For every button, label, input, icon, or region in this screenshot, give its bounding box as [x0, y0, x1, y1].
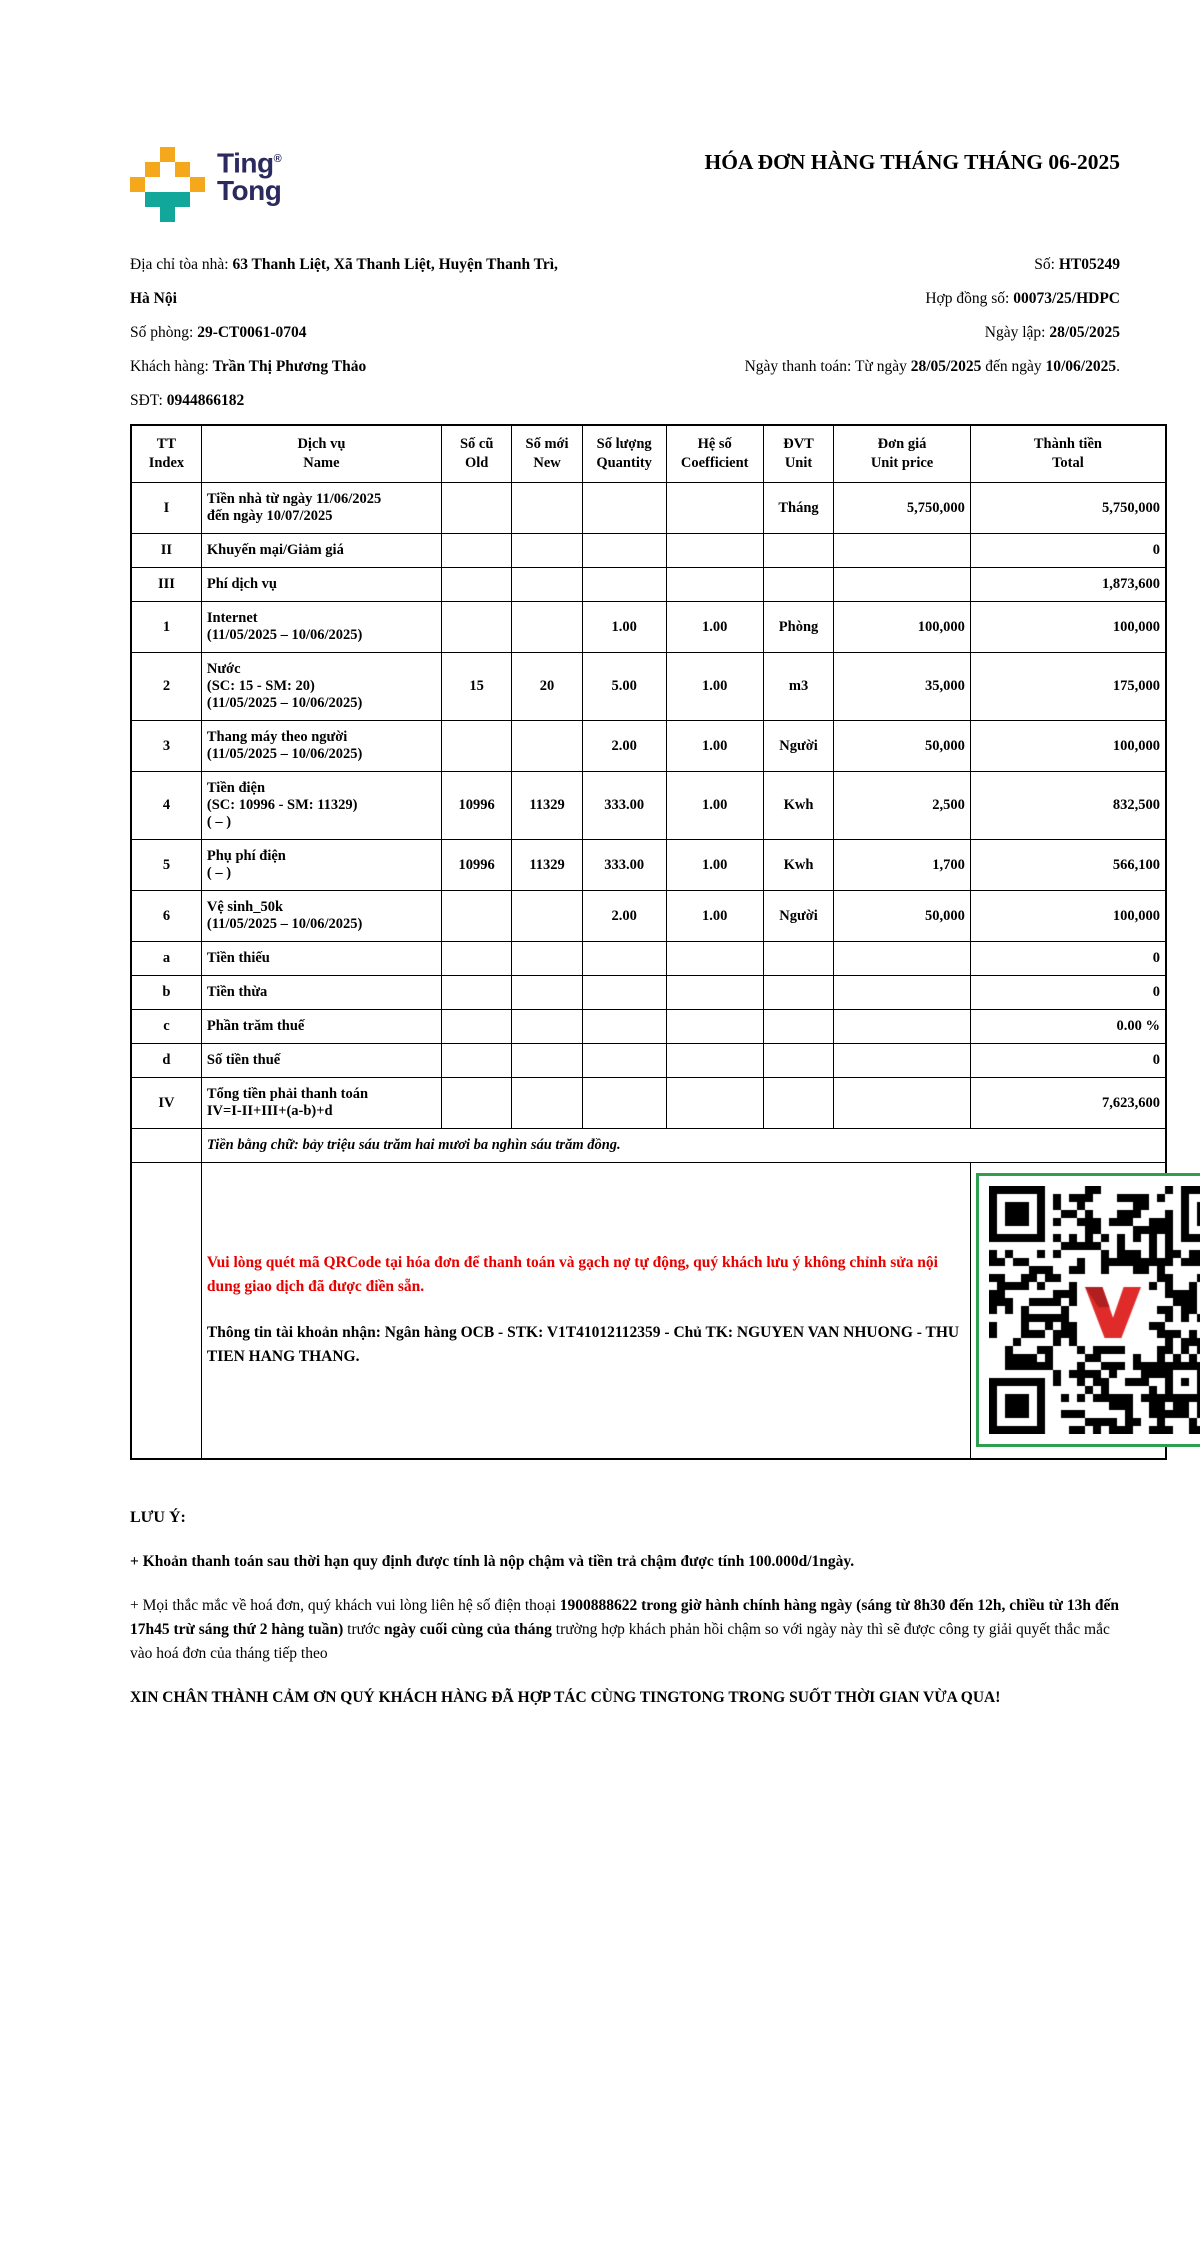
cell-tt: d — [131, 1044, 201, 1078]
cell-name: Tiền nhà từ ngày 11/06/2025 đến ngày 10/07/2025 — [201, 483, 441, 534]
cell-qty: 333.00 — [582, 840, 666, 891]
cell-qty — [582, 976, 666, 1010]
cell-old — [441, 1078, 511, 1129]
cell-total: 5,750,000 — [970, 483, 1166, 534]
cell-qty — [582, 483, 666, 534]
column-header-7: Đơn giá Unit price — [834, 425, 971, 483]
cell-coef — [666, 1010, 763, 1044]
table-row — [131, 1010, 1166, 1044]
column-header-3: Số mới New — [512, 425, 582, 483]
cell-unit: Tháng — [763, 483, 833, 534]
cell-qty — [582, 568, 666, 602]
cell-qty: 2.00 — [582, 891, 666, 942]
info-right — [684, 248, 1120, 418]
cell-name: Internet (11/05/2025 – 10/06/2025) — [201, 602, 441, 653]
column-header-0: TT Index — [131, 425, 201, 483]
payment-period-line: Ngày thanh toán: Từ ngày 28/05/2025 đến ngày 10/06/2025. — [744, 358, 1120, 375]
note-contact: + Mọi thắc mắc về hoá đơn, quý khách vui lòng liên hệ số điện thoại 1900888622 trong giờ hành chính hàng ngày (sáng từ 8h30 đến 12h, chiều từ 13h đến 17h45 trừ sáng thứ 2 hàng tuần) trước ngày cuối cùng của tháng trường hợp khách phản hồi chậm so với ngày này thì sẽ được công ty giải quyết thắc mắc vào hoá đơn của tháng tiếp theo — [130, 1596, 1119, 1662]
cell-name: Tiền điện (SC: 10996 - SM: 11329) ( – ) — [201, 772, 441, 840]
cell-unit — [763, 1044, 833, 1078]
table-row — [131, 534, 1166, 568]
thanks-line: XIN CHÂN THÀNH CẢM ƠN QUÝ KHÁCH HÀNG ĐÃ HỢP TÁC CÙNG TINGTONG TRONG SUỐT THỜI GIAN VỪA QUA! — [130, 1688, 1001, 1706]
table-row — [131, 483, 1166, 534]
column-header-2: Số cũ Old — [441, 425, 511, 483]
cell-tt: I — [131, 483, 201, 534]
qr-warning-text: Vui lòng quét mã QRCode tại hóa đơn để thanh toán và gạch nợ tự động, quý khách lưu ý không chỉnh sửa nội dung giao dịch đã được điền sẵn. — [206, 1254, 938, 1296]
cell-total: 0 — [970, 942, 1166, 976]
qr-code-frame — [976, 1173, 1200, 1447]
customer-name-line: Khách hàng: Trần Thị Phương Thảo — [130, 358, 367, 375]
cell-tt: a — [131, 942, 201, 976]
cell-coef — [666, 568, 763, 602]
cell-coef — [666, 1078, 763, 1129]
cell-name: Tiền thừa — [201, 976, 441, 1010]
table-row — [131, 840, 1166, 891]
cell-qty: 1.00 — [582, 602, 666, 653]
header — [130, 145, 1120, 222]
phone-line: SĐT: 0944866182 — [130, 392, 245, 409]
cell-price: 5,750,000 — [834, 483, 971, 534]
column-header-1: Dịch vụ Name — [201, 425, 441, 483]
cell-qty: 333.00 — [582, 772, 666, 840]
cell-old — [441, 721, 511, 772]
cell-old — [441, 891, 511, 942]
cell-new — [512, 568, 582, 602]
cell-total: 100,000 — [970, 602, 1166, 653]
cell-unit — [763, 1010, 833, 1044]
table-row — [131, 772, 1166, 840]
cell-old — [441, 942, 511, 976]
cell-coef — [666, 534, 763, 568]
brand-wordmark — [217, 145, 281, 205]
registered-mark: ® — [273, 153, 282, 165]
cell-empty — [131, 1129, 201, 1163]
cell-qty — [582, 942, 666, 976]
cell-old: 10996 — [441, 840, 511, 891]
cell-new — [512, 721, 582, 772]
cell-name: Thang máy theo người (11/05/2025 – 10/06/2025) — [201, 721, 441, 772]
cell-new — [512, 891, 582, 942]
column-header-4: Số lượng Quantity — [582, 425, 666, 483]
cell-old — [441, 602, 511, 653]
cell-new — [512, 942, 582, 976]
cell-new — [512, 1078, 582, 1129]
cell-unit: Người — [763, 891, 833, 942]
cell-new — [512, 1010, 582, 1044]
cell-unit — [763, 976, 833, 1010]
cell-coef — [666, 483, 763, 534]
cell-coef: 1.00 — [666, 772, 763, 840]
cell-price: 2,500 — [834, 772, 971, 840]
cell-new — [512, 534, 582, 568]
cell-total: 0.00 % — [970, 1010, 1166, 1044]
column-header-6: ĐVT Unit — [763, 425, 833, 483]
room-number-line: Số phòng: 29-CT0061-0704 — [130, 324, 307, 341]
cell-tt: IV — [131, 1078, 201, 1129]
notes-section — [130, 1506, 1120, 1710]
table-row — [131, 1044, 1166, 1078]
cell-new — [512, 483, 582, 534]
cell-new: 20 — [512, 653, 582, 721]
bank-account-text: Thông tin tài khoản nhận: Ngân hàng OCB - STK: V1T41012112359 - Chủ TK: NGUYEN VAN NHUONG - THU TIEN HANG THANG. — [206, 1324, 960, 1366]
cell-unit: Kwh — [763, 772, 833, 840]
qr-row — [131, 1163, 1166, 1459]
cell-empty — [131, 1163, 201, 1459]
building-address-city: Hà Nội — [130, 290, 177, 307]
table-row — [131, 602, 1166, 653]
cell-unit — [763, 1078, 833, 1129]
cell-qty — [582, 1010, 666, 1044]
column-header-8: Thành tiền Total — [970, 425, 1166, 483]
cell-old — [441, 568, 511, 602]
table-row — [131, 721, 1166, 772]
info-block — [130, 248, 1120, 418]
cell-new — [512, 976, 582, 1010]
cell-coef: 1.00 — [666, 721, 763, 772]
cell-qty — [582, 1078, 666, 1129]
cell-total: 0 — [970, 534, 1166, 568]
cell-price: 35,000 — [834, 653, 971, 721]
cell-price: 1,700 — [834, 840, 971, 891]
table-row — [131, 653, 1166, 721]
cell-tt: 2 — [131, 653, 201, 721]
cell-coef: 1.00 — [666, 653, 763, 721]
notes-title: LƯU Ý: — [130, 1508, 186, 1526]
invoice-title: HÓA ĐƠN HÀNG THÁNG THÁNG 06-2025 — [704, 150, 1120, 174]
cell-tt: 1 — [131, 602, 201, 653]
table-row — [131, 1078, 1166, 1129]
cell-total: 0 — [970, 976, 1166, 1010]
contract-number-line: Hợp đồng số: 00073/25/HDPC — [925, 290, 1120, 307]
cell-name: Nước (SC: 15 - SM: 20) (11/05/2025 – 10/06/2025) — [201, 653, 441, 721]
cell-price: 50,000 — [834, 891, 971, 942]
cell-tt: b — [131, 976, 201, 1010]
cell-unit: Kwh — [763, 840, 833, 891]
cell-unit: Phòng — [763, 602, 833, 653]
cell-old — [441, 534, 511, 568]
cell-price — [834, 942, 971, 976]
cell-price: 100,000 — [834, 602, 971, 653]
cell-total: 832,500 — [970, 772, 1166, 840]
cell-total: 100,000 — [970, 891, 1166, 942]
qr-instructions-cell — [201, 1163, 970, 1459]
invoice-number-line: Số: HT05249 — [1034, 256, 1120, 273]
cell-tt: 6 — [131, 891, 201, 942]
qr-code — [989, 1186, 1200, 1434]
tingtong-logo-icon — [130, 147, 205, 222]
cell-old — [441, 1010, 511, 1044]
invoice-table — [130, 424, 1167, 1460]
cell-name: Phần trăm thuế — [201, 1010, 441, 1044]
amount-in-words: Tiền bằng chữ: bảy triệu sáu trăm hai mươi ba nghìn sáu trăm đồng. — [201, 1129, 1166, 1163]
column-header-5: Hệ số Coefficient — [666, 425, 763, 483]
cell-new: 11329 — [512, 840, 582, 891]
cell-coef — [666, 942, 763, 976]
table-row — [131, 891, 1166, 942]
cell-new: 11329 — [512, 772, 582, 840]
cell-unit — [763, 534, 833, 568]
info-left — [130, 248, 684, 418]
cell-price — [834, 568, 971, 602]
cell-tt: III — [131, 568, 201, 602]
cell-old: 10996 — [441, 772, 511, 840]
table-row — [131, 568, 1166, 602]
cell-tt: 5 — [131, 840, 201, 891]
amount-in-words-row — [131, 1129, 1166, 1163]
cell-old — [441, 1044, 511, 1078]
cell-name: Vệ sinh_50k (11/05/2025 – 10/06/2025) — [201, 891, 441, 942]
cell-total: 1,873,600 — [970, 568, 1166, 602]
cell-old — [441, 483, 511, 534]
cell-coef — [666, 976, 763, 1010]
cell-name: Tiền thiếu — [201, 942, 441, 976]
cell-old: 15 — [441, 653, 511, 721]
brand-word-1: Ting — [217, 147, 274, 179]
cell-price — [834, 1078, 971, 1129]
cell-unit: Người — [763, 721, 833, 772]
cell-name: Phụ phí điện ( – ) — [201, 840, 441, 891]
cell-qty: 5.00 — [582, 653, 666, 721]
cell-name: Khuyến mại/Giảm giá — [201, 534, 441, 568]
cell-price — [834, 1010, 971, 1044]
cell-name: Tổng tiền phải thanh toán IV=I-II+III+(a-b)+d — [201, 1078, 441, 1129]
cell-tt: II — [131, 534, 201, 568]
cell-coef: 1.00 — [666, 840, 763, 891]
brand-word-2: Tong — [217, 175, 282, 207]
cell-new — [512, 1044, 582, 1078]
cell-name: Số tiền thuế — [201, 1044, 441, 1078]
cell-unit — [763, 568, 833, 602]
cell-name: Phí dịch vụ — [201, 568, 441, 602]
cell-total: 175,000 — [970, 653, 1166, 721]
cell-tt: 3 — [131, 721, 201, 772]
cell-coef — [666, 1044, 763, 1078]
table-row — [131, 976, 1166, 1010]
cell-qty — [582, 1044, 666, 1078]
cell-price — [834, 1044, 971, 1078]
cell-tt: 4 — [131, 772, 201, 840]
invoice-table-body — [131, 483, 1166, 1129]
qr-cell — [970, 1163, 1166, 1459]
cell-price: 50,000 — [834, 721, 971, 772]
issue-date-line: Ngày lập: 28/05/2025 — [984, 324, 1120, 341]
building-address-line: Địa chỉ tòa nhà: 63 Thanh Liệt, Xã Thanh Liệt, Huyện Thanh Trì, — [130, 256, 558, 273]
tingtong-logo — [130, 145, 281, 222]
invoice-table-header — [131, 425, 1166, 483]
cell-total: 566,100 — [970, 840, 1166, 891]
cell-qty: 2.00 — [582, 721, 666, 772]
cell-qty — [582, 534, 666, 568]
cell-price — [834, 534, 971, 568]
cell-price — [834, 976, 971, 1010]
cell-total: 100,000 — [970, 721, 1166, 772]
cell-unit: m3 — [763, 653, 833, 721]
cell-old — [441, 976, 511, 1010]
cell-new — [512, 602, 582, 653]
cell-unit — [763, 942, 833, 976]
cell-coef: 1.00 — [666, 891, 763, 942]
cell-total: 0 — [970, 1044, 1166, 1078]
note-late-fee: + Khoản thanh toán sau thời hạn quy định được tính là nộp chậm và tiền trả chậm được tính 100.000d/1ngày. — [130, 1552, 855, 1570]
cell-coef: 1.00 — [666, 602, 763, 653]
cell-tt: c — [131, 1010, 201, 1044]
table-row — [131, 942, 1166, 976]
cell-total: 7,623,600 — [970, 1078, 1166, 1129]
